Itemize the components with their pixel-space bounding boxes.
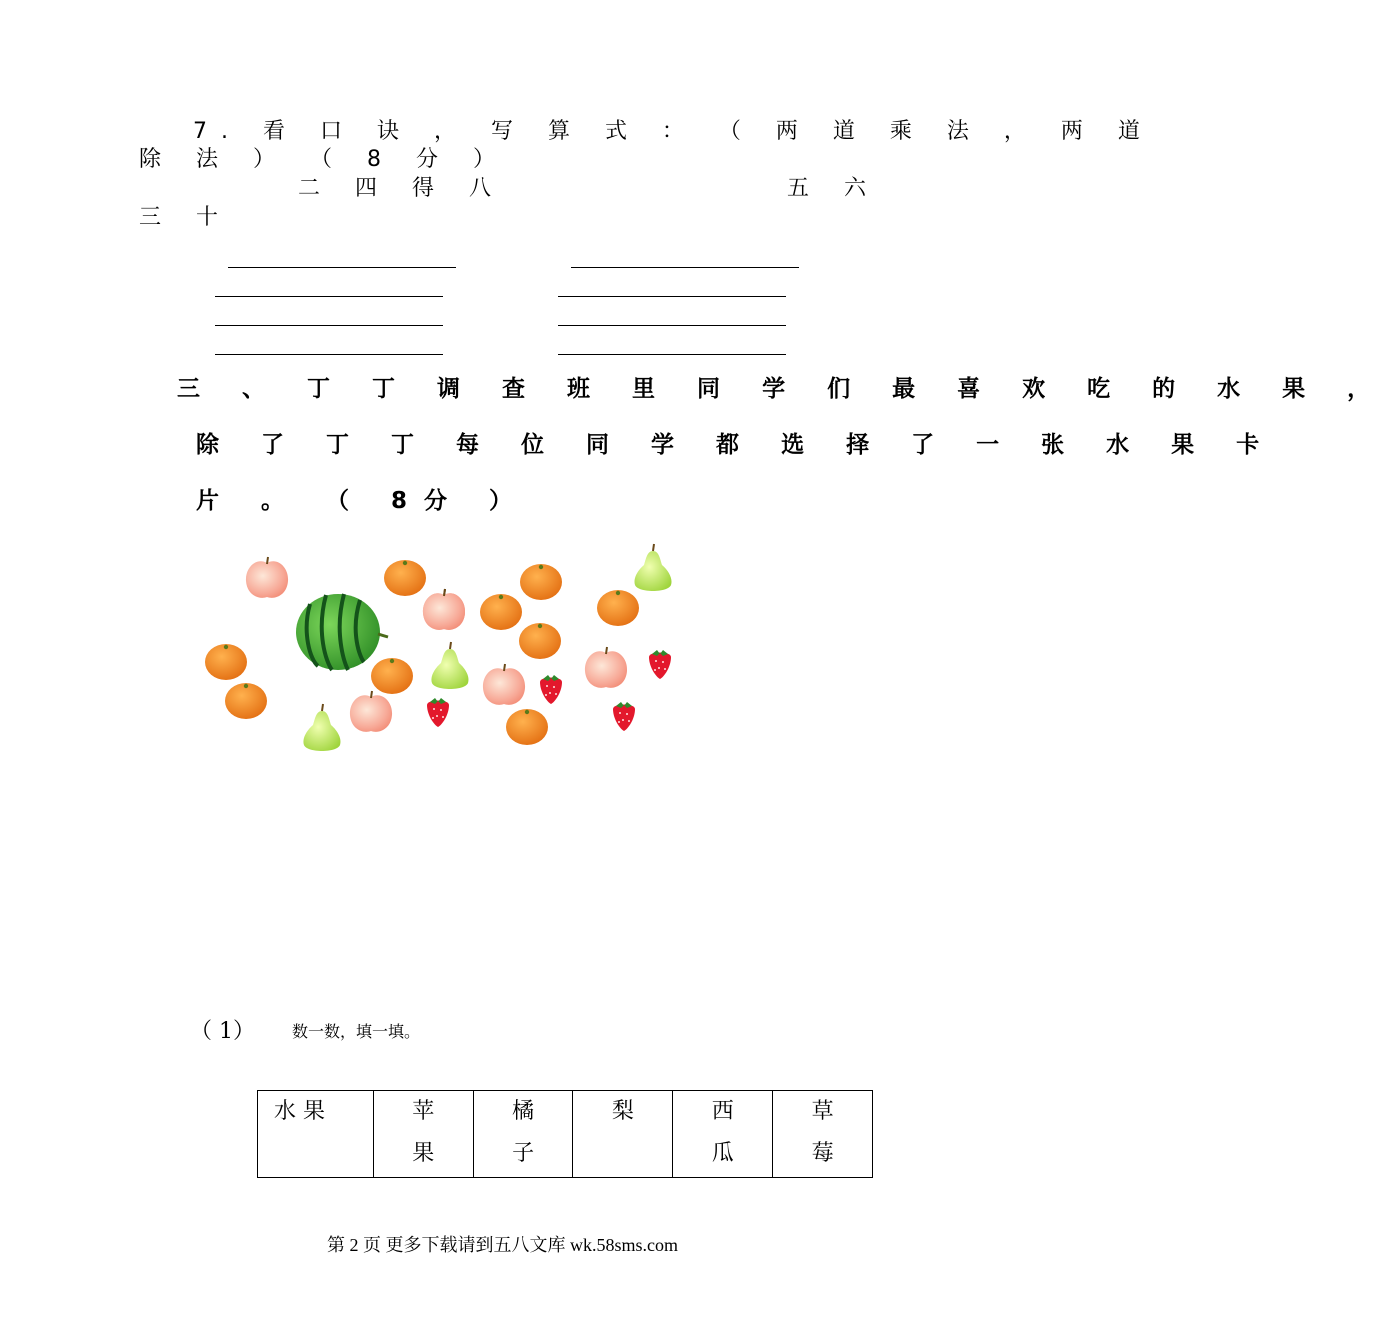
orange-icon xyxy=(384,560,426,596)
apple-icon xyxy=(585,647,627,688)
table-header-strawberry: 草 莓 xyxy=(773,1091,873,1178)
table-row-header: 水 果 xyxy=(258,1091,374,1178)
q7-rhyme-wrap: 三 十 xyxy=(139,205,232,230)
fruit-count-table xyxy=(257,1090,873,1178)
q7-rhyme-left: 二 四 得 八 xyxy=(298,176,505,201)
q7-rhyme-right: 五 六 xyxy=(787,176,880,201)
apple-icon xyxy=(246,557,288,598)
pear-icon xyxy=(634,544,671,591)
orange-icon xyxy=(506,709,548,745)
answer-blank[interactable] xyxy=(558,325,786,326)
fruit-picture xyxy=(195,535,695,770)
watermelon-icon xyxy=(296,594,388,670)
strawberry-icon xyxy=(427,698,449,727)
subquestion-number: （ 1） xyxy=(190,1019,255,1044)
orange-icon xyxy=(371,658,413,694)
answer-blank[interactable] xyxy=(215,354,443,355)
answer-blank[interactable] xyxy=(571,267,799,268)
answer-blank[interactable] xyxy=(558,296,786,297)
table-header-watermelon: 西 瓜 xyxy=(673,1091,773,1178)
answer-blank[interactable] xyxy=(215,296,443,297)
orange-icon xyxy=(480,594,522,630)
table-header-pear: 梨 xyxy=(573,1091,673,1178)
apple-icon xyxy=(423,589,465,630)
answer-blank[interactable] xyxy=(558,354,786,355)
orange-icon xyxy=(520,564,562,600)
q7-prompt-line1: 7. 看 口 诀 ， 写 算 式 ： （ 两 道 乘 法 ， 两 道 xyxy=(193,119,1154,144)
section3-line2: 除 了 丁 丁 每 位 同 学 都 选 择 了 一 张 水 果 卡 xyxy=(196,432,1277,458)
strawberry-icon xyxy=(649,650,671,679)
strawberry-icon xyxy=(540,675,562,704)
strawberry-icon xyxy=(613,702,635,731)
pear-icon xyxy=(431,642,468,689)
section3-line3: 片 。 （ 8分 ） xyxy=(196,488,530,514)
apple-icon xyxy=(350,691,392,732)
orange-icon xyxy=(225,683,267,719)
section3-line1: 三 、 丁 丁 调 查 班 里 同 学 们 最 喜 欢 吃 的 水 果 ， xyxy=(177,376,1387,402)
answer-blank[interactable] xyxy=(228,267,456,268)
table-header-orange: 橘 子 xyxy=(473,1091,573,1178)
apple-icon xyxy=(483,664,525,705)
page-footer: 第 2 页 更多下载请到五八文库 wk.58sms.com xyxy=(327,1235,678,1255)
table-row xyxy=(258,1091,873,1178)
orange-icon xyxy=(519,623,561,659)
q7-prompt-line2: 除 法 ） （ 8 分 ） xyxy=(139,147,509,172)
subquestion-text: 数一数，填一填。 xyxy=(292,1022,421,1041)
pear-icon xyxy=(303,704,340,751)
table-header-apple: 苹 果 xyxy=(373,1091,473,1178)
answer-blank[interactable] xyxy=(215,325,443,326)
orange-icon xyxy=(205,644,247,680)
orange-icon xyxy=(597,590,639,626)
